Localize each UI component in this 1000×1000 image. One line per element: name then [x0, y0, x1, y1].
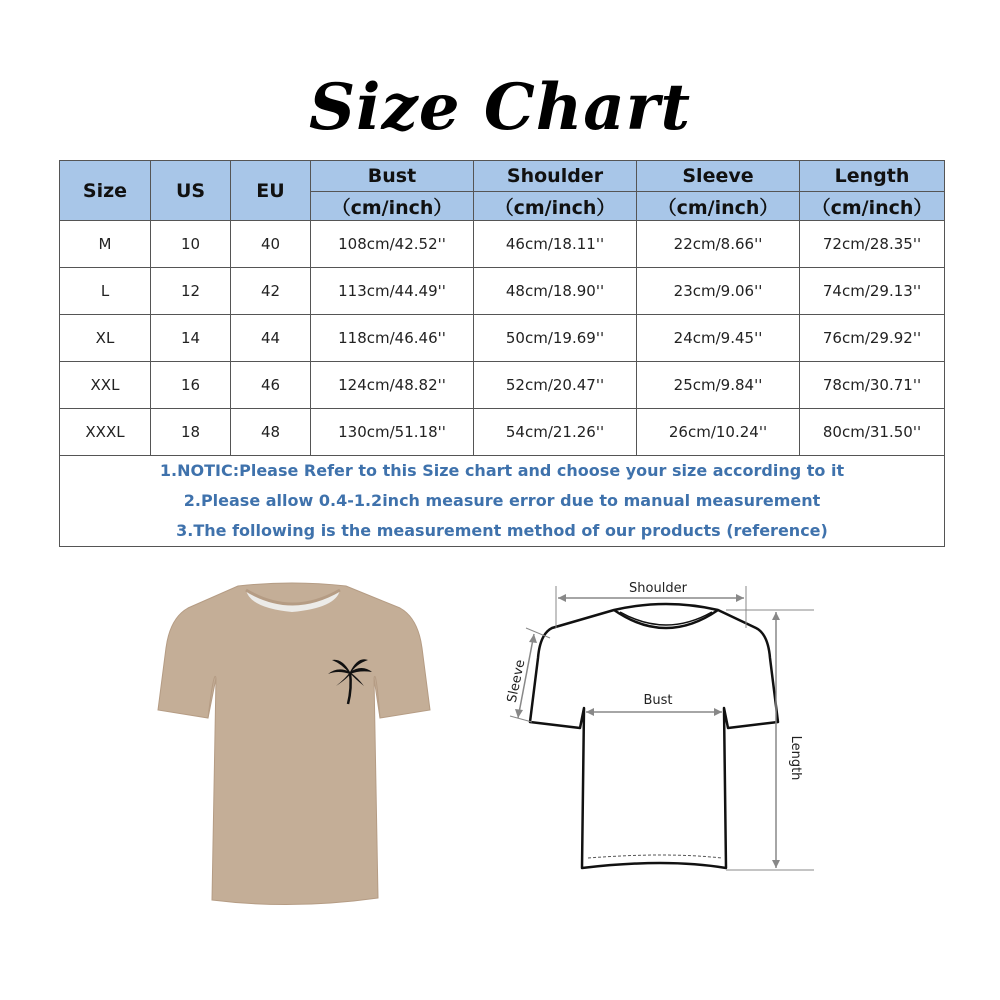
cell-length: 72cm/28.35'': [800, 221, 945, 268]
cell-sleeve: 23cm/9.06'': [637, 268, 800, 315]
cell-sleeve: 26cm/10.24'': [637, 409, 800, 456]
shoulder-label: Shoulder: [629, 581, 687, 596]
sleeve-label: Sleeve: [504, 658, 529, 705]
header-unit: （cm/inch）: [637, 192, 800, 221]
cell-size: L: [60, 268, 151, 315]
cell-eu: 42: [231, 268, 311, 315]
product-shirt-image: [150, 578, 435, 913]
note-3: 3.The following is the measurement method of our products (reference): [176, 521, 828, 540]
cell-shoulder: 46cm/18.11'': [474, 221, 637, 268]
cell-size: XXL: [60, 362, 151, 409]
header-unit: （cm/inch）: [311, 192, 474, 221]
length-label: Length: [788, 735, 803, 781]
header-shoulder: Shoulder: [474, 161, 637, 192]
header-unit: （cm/inch）: [474, 192, 637, 221]
bust-label: Bust: [643, 693, 673, 708]
cell-bust: 130cm/51.18'': [311, 409, 474, 456]
cell-bust: 118cm/46.46'': [311, 315, 474, 362]
cell-sleeve: 25cm/9.84'': [637, 362, 800, 409]
cell-eu: 48: [231, 409, 311, 456]
cell-eu: 40: [231, 221, 311, 268]
cell-size: XXXL: [60, 409, 151, 456]
cell-us: 18: [151, 409, 231, 456]
header-sleeve: Sleeve: [637, 161, 800, 192]
header-us: US: [151, 161, 231, 221]
cell-length: 80cm/31.50'': [800, 409, 945, 456]
header-bust: Bust: [311, 161, 474, 192]
table-row: [60, 362, 945, 409]
cell-shoulder: 50cm/19.69'': [474, 315, 637, 362]
cell-us: 14: [151, 315, 231, 362]
header-unit: （cm/inch）: [800, 192, 945, 221]
cell-shoulder: 48cm/18.90'': [474, 268, 637, 315]
note-2: 2.Please allow 0.4-1.2inch measure error due to manual measurement: [183, 491, 821, 510]
cell-bust: 113cm/44.49'': [311, 268, 474, 315]
header-eu: EU: [231, 161, 311, 221]
page-title: Size Chart: [308, 70, 692, 145]
cell-size: M: [60, 221, 151, 268]
cell-us: 10: [151, 221, 231, 268]
notes-cell: [60, 456, 945, 547]
measurement-diagram: [496, 568, 826, 898]
header-size: Size: [60, 161, 151, 221]
cell-size: XL: [60, 315, 151, 362]
table-row: [60, 268, 945, 315]
cell-us: 16: [151, 362, 231, 409]
cell-length: 78cm/30.71'': [800, 362, 945, 409]
notes-row: [60, 456, 945, 547]
cell-length: 74cm/29.13'': [800, 268, 945, 315]
table-row: [60, 221, 945, 268]
note-1: 1.NOTIC:Please Refer to this Size chart and choose your size according to it: [159, 461, 845, 480]
cell-length: 76cm/29.92'': [800, 315, 945, 362]
header-length: Length: [800, 161, 945, 192]
table-row: [60, 409, 945, 456]
table-row: [60, 315, 945, 362]
cell-eu: 46: [231, 362, 311, 409]
cell-us: 12: [151, 268, 231, 315]
cell-shoulder: 52cm/20.47'': [474, 362, 637, 409]
cell-bust: 108cm/42.52'': [311, 221, 474, 268]
cell-sleeve: 24cm/9.45'': [637, 315, 800, 362]
cell-bust: 124cm/48.82'': [311, 362, 474, 409]
cell-eu: 44: [231, 315, 311, 362]
size-table: [59, 160, 945, 547]
cell-shoulder: 54cm/21.26'': [474, 409, 637, 456]
cell-sleeve: 22cm/8.66'': [637, 221, 800, 268]
